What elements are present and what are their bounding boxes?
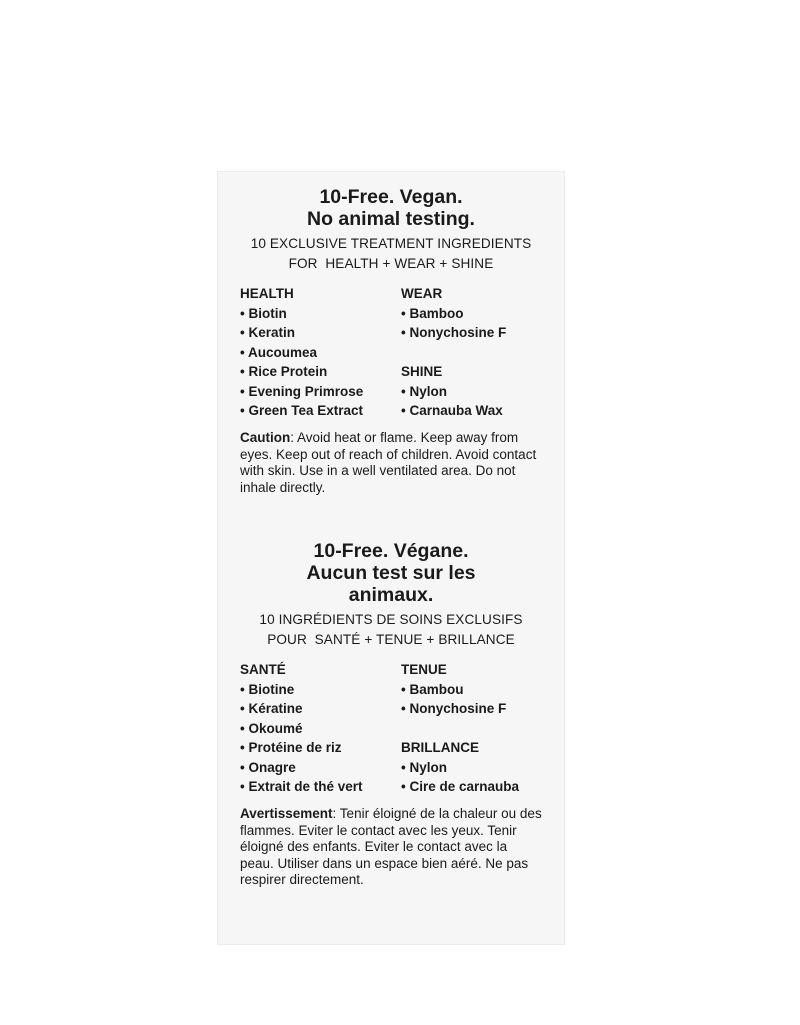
warning-label: Avertissement [240,806,333,821]
headline-fr-line1: 10-Free. Végane. [313,540,469,562]
list-item: • Evening Primrose [240,383,364,399]
ingredients-fr [218,660,564,796]
tenue-title: TENUE [401,662,447,677]
list-item: • Rice Protein [240,364,328,379]
headline-fr [218,540,564,606]
headline-en-line2: No animal testing. [307,208,475,230]
list-item: • Nonychosine F [401,701,507,716]
caution-body: : Avoid heat or flame. Keep away from eyes. Keep out of reach of children. Avoid contact with skin. Use in a well ventilated area. Do not inhale directly. [240,430,537,495]
list-item: • Extrait de thé vert [240,779,363,794]
list-item: • Biotine [240,681,295,697]
french-section [218,540,564,889]
list-item: • Nylon [401,383,447,399]
list-item: • Okoumé [240,720,303,736]
subhead-en-line2: FOR HEALTH + WEAR + SHINE [288,256,494,271]
headline-fr-line3: animaux. [348,584,434,606]
wear-title: WEAR [401,286,443,301]
sante-column [240,660,400,797]
subhead-fr-line2: POUR SANTÉ + TENUE + BRILLANCE [267,632,515,647]
health-column [240,284,400,421]
list-item: • Onagre [240,759,296,775]
subhead-fr [218,610,564,650]
list-item: • Cire de carnauba [401,779,520,794]
list-item: • Carnauba Wax [401,403,503,418]
headline-en-line1: 10-Free. Vegan. [319,186,463,208]
list-item: • Protéine de riz [240,740,342,755]
subhead-en [218,234,564,274]
subhead-en-line1: 10 EXCLUSIVE TREATMENT INGREDIENTS [250,236,532,251]
list-item: • Green Tea Extract [240,403,364,418]
list-item: • Bamboo [401,305,464,321]
wear-shine-column [401,284,561,421]
tenue-brillance-column [401,660,561,797]
list-item: • Nonychosine F [401,325,507,340]
sante-title: SANTÉ [240,662,286,677]
brillance-title: BRILLANCE [401,740,479,755]
warning-body: : Tenir éloigné de la chaleur ou des flammes. Eviter le contact avec les yeux. Tenir éloigné des enfants. Eviter le contact avec la peau. Utiliser dans un espace bien aéré. Ne pas respirer directement. [240,806,542,887]
health-title: HEALTH [240,286,294,301]
list-item: • Nylon [401,759,447,775]
shine-title: SHINE [401,364,443,379]
list-item: • Bambou [401,681,464,697]
list-item: • Aucoumea [240,344,317,360]
list-item: • Kératine [240,701,303,716]
list-item: • Biotin [240,305,287,321]
spacer [401,343,561,363]
headline-en [218,186,564,230]
spacer [401,719,561,739]
product-label-card [218,172,564,944]
subhead-fr-line1: 10 INGRÉDIENTS DE SOINS EXCLUSIFS [259,612,523,627]
list-item: • Keratin [240,325,295,340]
warning-text-fr [240,806,544,889]
ingredients-en [218,284,564,420]
english-section [218,186,564,496]
headline-fr-line2: Aucun test sur les [306,562,476,584]
caution-label: Caution [240,430,291,445]
caution-text-en [240,430,544,496]
